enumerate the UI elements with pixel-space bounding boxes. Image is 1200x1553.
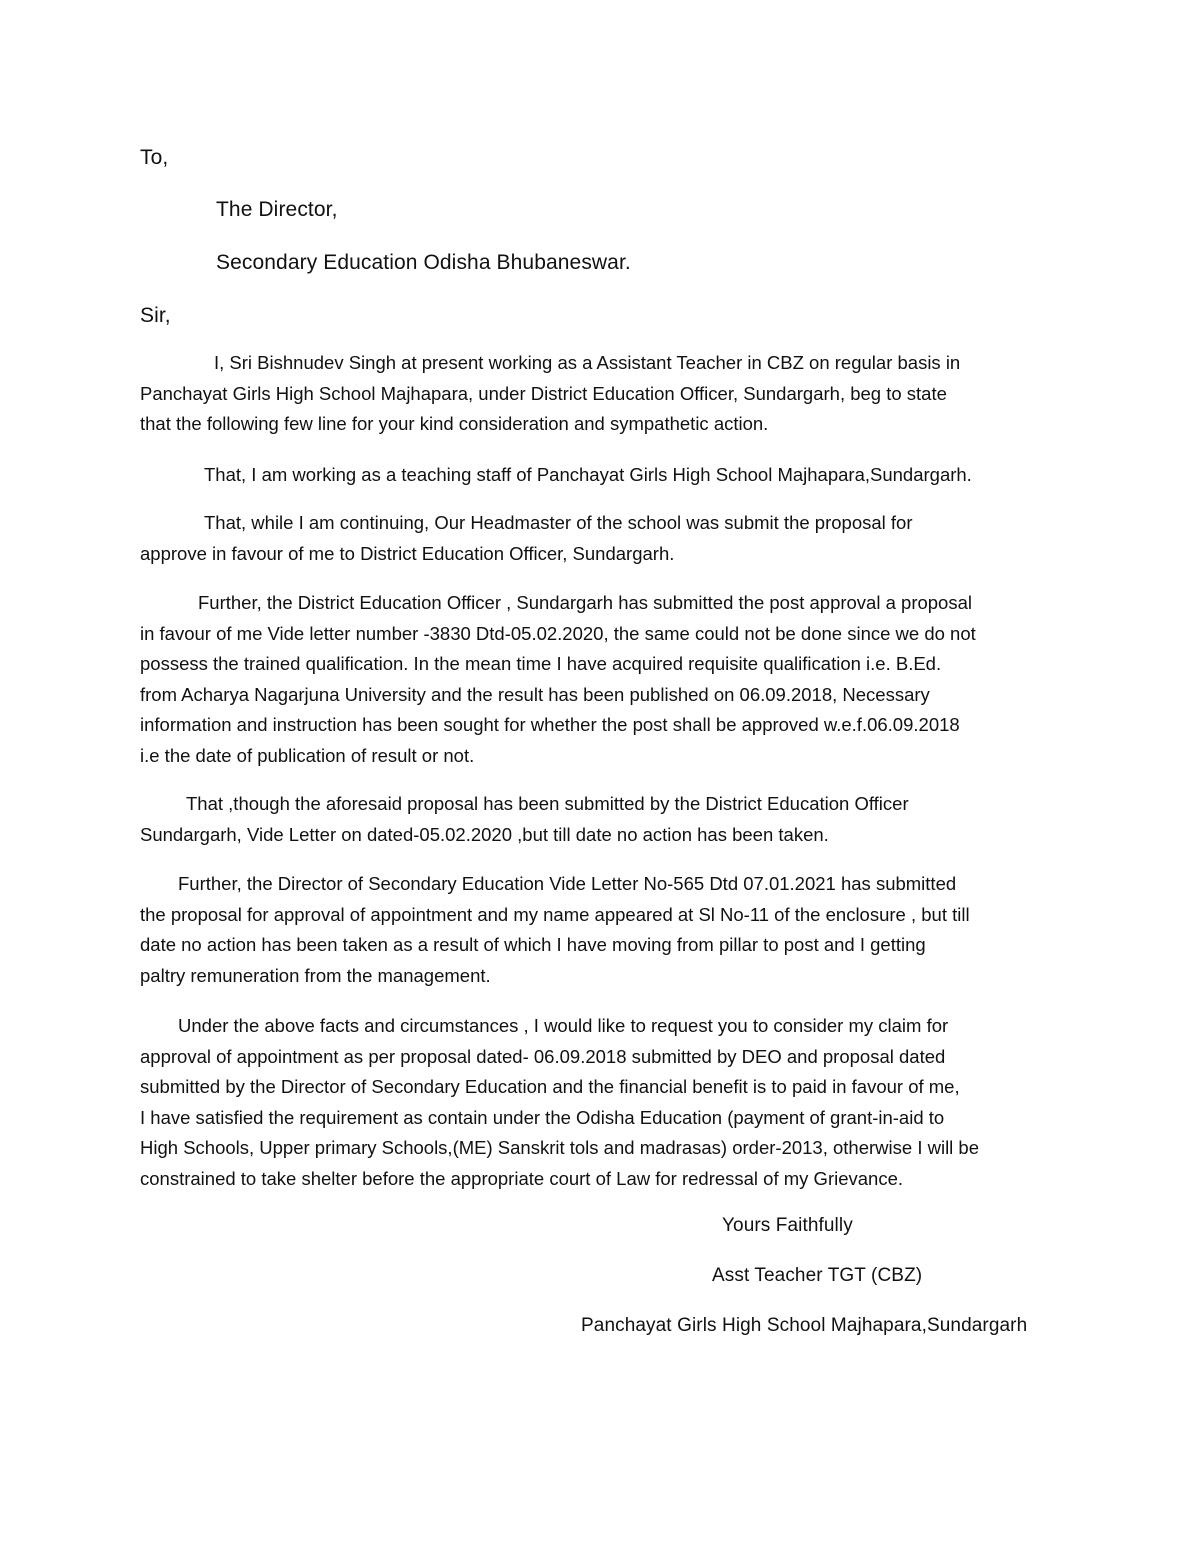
paragraph-line: possess the trained qualification. In the mean time I have acquired requisite qualification i.e. B.Ed. — [140, 653, 942, 674]
designation: Asst Teacher TGT (CBZ) — [712, 1265, 923, 1286]
paragraph-line: date no action has been taken as a result of which I have moving from pillar to post and I getting — [140, 934, 926, 955]
paragraph-line: that the following few line for your kind consideration and sympathetic action. — [140, 413, 769, 434]
paragraph-line: High Schools, Upper primary Schools,(ME) Sanskrit tols and madrasas) order-2013, otherwise I will be — [140, 1137, 980, 1158]
paragraph-line: Under the above facts and circumstances , I would like to request you to consider my claim for — [178, 1015, 949, 1036]
recipient-title: The Director, — [216, 198, 338, 221]
paragraph-line: i.e the date of publication of result or not. — [140, 744, 475, 766]
paragraph-3 — [140, 508, 1060, 569]
paragraph-line: That ,though the aforesaid proposal has been submitted by the District Education Officer — [186, 793, 909, 814]
paragraph-line: submitted by the Director of Secondary Education and the financial benefit is to paid in favour of me, — [140, 1076, 960, 1097]
paragraph-line: from Acharya Nagarjuna University and the result has been published on 06.09.2018, Necessary — [140, 683, 930, 705]
paragraph-line: the proposal for approval of appointment and my name appeared at Sl No-11 of the enclosure , but till — [140, 903, 970, 925]
paragraph-line: approve in favour of me to District Education Officer, Sundargarh. — [140, 542, 675, 564]
recipient-office: Secondary Education Odisha Bhubaneswar. — [216, 251, 631, 274]
paragraph-line: Further, the Director of Secondary Education Vide Letter No-565 Dtd 07.01.2021 has submitted — [178, 873, 957, 894]
paragraph-line: That, while I am continuing, Our Headmaster of the school was submit the proposal for — [204, 512, 913, 533]
paragraph-line: approval of appointment as per proposal dated- 06.09.2018 submitted by DEO and proposal dated — [140, 1045, 946, 1067]
greeting: Sir, — [140, 304, 171, 327]
paragraph-line: in favour of me Vide letter number -3830 Dtd-05.02.2020, the same could not be done since we do not — [140, 622, 976, 644]
salutation-to: To, — [140, 146, 169, 169]
paragraph-line: I, Sri Bishnudev Singh at present working as a Assistant Teacher in CBZ on regular basis in — [214, 352, 961, 373]
paragraph-line: I have satisfied the requirement as contain under the Odisha Education (payment of grant-in-aid to — [140, 1106, 945, 1128]
school-name: Panchayat Girls High School Majhapara,Sundargarh — [581, 1315, 1028, 1336]
paragraph-line: Further, the District Education Officer , Sundargarh has submitted the post approval a proposal — [198, 592, 972, 613]
closing: Yours Faithfully — [722, 1215, 853, 1236]
paragraph-4 — [140, 588, 1060, 771]
paragraph-2 — [140, 460, 1060, 491]
paragraph-line: information and instruction has been sought for whether the post shall be approved w.e.f.06.09.2018 — [140, 714, 960, 735]
paragraph-line: Sundargarh, Vide Letter on dated-05.02.2020 ,but till date no action has been taken. — [140, 823, 829, 845]
paragraph-5 — [140, 789, 1060, 850]
paragraph-line: Panchayat Girls High School Majhapara, under District Education Officer, Sundargarh, beg to state — [140, 382, 947, 404]
paragraph-6 — [140, 869, 1060, 991]
paragraph-1 — [140, 348, 1060, 440]
paragraph-line: paltry remuneration from the management. — [140, 964, 491, 986]
paragraph-7 — [140, 1011, 1060, 1194]
paragraph-line: That, I am working as a teaching staff of Panchayat Girls High School Majhapara,Sundargarh. — [204, 464, 972, 485]
paragraph-line: constrained to take shelter before the appropriate court of Law for redressal of my Grievance. — [140, 1167, 904, 1189]
